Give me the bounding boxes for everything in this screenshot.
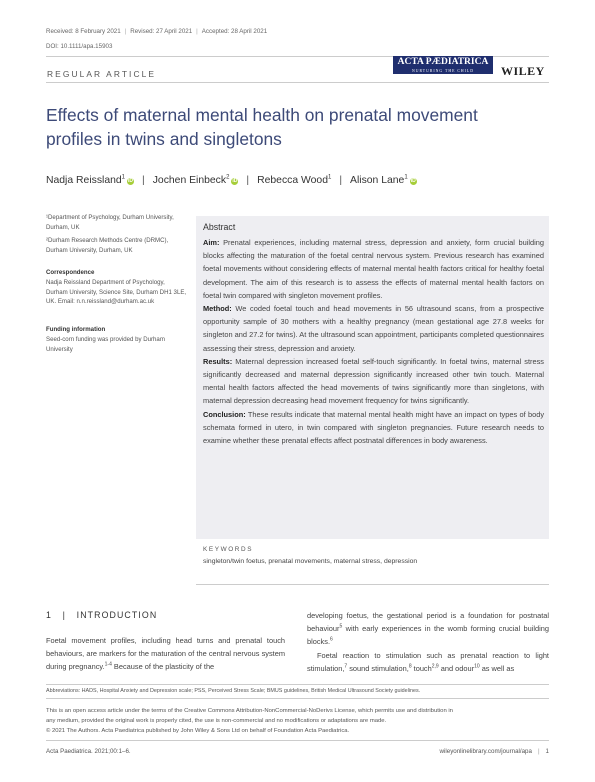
intro-paragraph: developing foetus, the gestational period is a foundation for postnatal behaviour$^5$ with early experiences in the womb forming crucial building blocks.$^6$ (307, 611, 549, 647)
license-text: This is an open access article under the terms of the Creative Commons Attribution-NonCommercial-NoDerivs License, which permits use and distribution in any medium, provided the original work is properly cited, the use is non-commercial and no modifications or adaptations are made. © 2021 The Authors. Acta Paediatrica published by John Wiley & Sons Ltd on behalf of Foundation Acta Paediatrica. (46, 708, 453, 734)
journal-logo (393, 56, 493, 74)
author-list: Nadja Reissland$^1$iD | Jochen Einbeck$^2$iD | Rebecca Wood$^1$ | Alison Lane$^1$iD (46, 174, 416, 186)
accepted-date: Accepted: 28 April 2021 (201, 28, 268, 35)
keywords: singleton/twin foetus, prenatal movements, maternal stress, depression (203, 558, 418, 565)
section-heading: 1 | INTRODUCTION (46, 610, 158, 620)
divider (46, 684, 549, 685)
keywords-title: KEYWORDS (203, 546, 254, 553)
divider (46, 740, 549, 741)
intro-column-left (46, 634, 285, 674)
orcid-icon[interactable]: iD (128, 178, 134, 184)
abstract-aim: Aim: Prenatal experiences, including maternal stress, depression and anxiety, form crucial building blocks affecting the maturation of the foetal central nervous system. Previous research has examined foetal movements without considering effects of maternal mental health factors critical for healthy foetal development. The aim of this research is to assess the effects of maternal mental health factors on foetal twin compared with singleton movement profiles. (203, 238, 544, 300)
article-title: Effects of maternal mental health on prenatal movement profiles in twins and singletons (46, 105, 478, 149)
journal-logo-text: ACTA PÆDIATRICA (397, 57, 489, 67)
doi[interactable]: DOI: 10.1111/apa.15903 (46, 43, 113, 50)
author-affil-sup: 1 (121, 174, 126, 181)
footer-right: wileyonlinelibrary.com/journal/apa | 1 (439, 748, 549, 755)
orcid-icon[interactable]: iD (232, 178, 238, 184)
intro-column-right (307, 609, 549, 675)
received-date: Received: 8 February 2021 (46, 28, 121, 35)
correspondence: Nadja Reissland Department of Psychology, Durham University, Science Site, Durham DH1 3LE, UK. Email: n.n.reissland@durham.ac.uk (46, 279, 187, 306)
abstract-results: Results: Maternal depression increased foetal self-touch significantly. In foetal twins, maternal stress significantly decreased and maternal depression significantly increased other twin touch. Maternal mental health factors affected the head movements of twins significantly more than singletons, with maternal depression decreasing head movement frequency for twins significantly. (203, 356, 544, 406)
affiliation-2: ²Durham Research Methods Centre (DRMC), Durham University, Durham, UK (46, 237, 169, 254)
intro-paragraph: Foetal movement profiles, including head turns and prenatal touch behaviours, are markers for the maturation of the central nervous system during pregnancy.$^{1-4}$ Because of the plasticity of the (46, 636, 285, 672)
author-name: Alison Lane (350, 175, 405, 186)
page-number: 1 (545, 748, 549, 755)
divider (196, 584, 549, 585)
author-affil-sup: 1 (404, 174, 408, 181)
correspondence-title: Correspondence (46, 269, 95, 276)
journal-logo-subtitle: NURTURING THE CHILD (412, 69, 474, 73)
abstract-title: Abstract (203, 222, 236, 232)
author-name: Rebecca Wood (257, 175, 328, 186)
divider (46, 82, 549, 83)
affiliation-1: ¹Department of Psychology, Durham University, Durham, UK (46, 214, 174, 231)
article-type: REGULAR ARTICLE (47, 69, 157, 79)
divider (46, 698, 549, 699)
abstract-method: Method: We coded foetal touch and head movements in 56 ultrasound scans, from a prospective opportunity sample of 30 mothers with a healthy pregnancy (mean gestational age 27.8 weeks for singleton and 27.2 for twins). At the ultrasound scan appointment, participants completed questionnaires assessing their stress, depression and anxiety. (203, 304, 544, 353)
orcid-icon[interactable]: iD (410, 178, 416, 184)
article-dates: Received: 8 February 2021 | Revised: 27 April 2021 | Accepted: 28 April 2021 (46, 28, 268, 35)
funding-title: Funding information (46, 326, 106, 333)
journal-url[interactable]: wileyonlinelibrary.com/journal/apa (439, 748, 532, 755)
author-affil-sup: 1 (327, 174, 332, 181)
author-name: Nadja Reissland (46, 175, 122, 186)
citation: Acta Paediatrica. 2021;00:1–6. (46, 748, 131, 755)
abstract-body (203, 236, 544, 447)
revised-date: Revised: 27 April 2021 (130, 28, 193, 35)
abstract-conclusion: Conclusion: These results indicate that maternal mental health might have an impact on types of body schemata formed in utero, in twin compared with singleton pregnancies. Future research needs to examine whether these prenatal effects affect postnatal differences in body awareness. (203, 409, 545, 446)
funding: Seed-corn funding was provided by Durham University (46, 336, 165, 353)
publisher-logo: WILEY (501, 64, 545, 78)
intro-paragraph: Foetal reaction to stimulation such as prenatal reaction to light stimulation,$^7$ sound stimulation,$^8$ touch$^{2,9}$ and odour$^{10}$ as well as (307, 650, 549, 673)
author-name: Jochen Einbeck (152, 175, 227, 186)
abbreviations: Abbreviations: HADS, Hospital Anxiety and Depression scale; PSS, Perceived Stress Scale; BMUS guidelines, British Medical Ultrasound Society guidelines. (46, 688, 421, 694)
author-affil-sup: 2 (226, 174, 230, 181)
